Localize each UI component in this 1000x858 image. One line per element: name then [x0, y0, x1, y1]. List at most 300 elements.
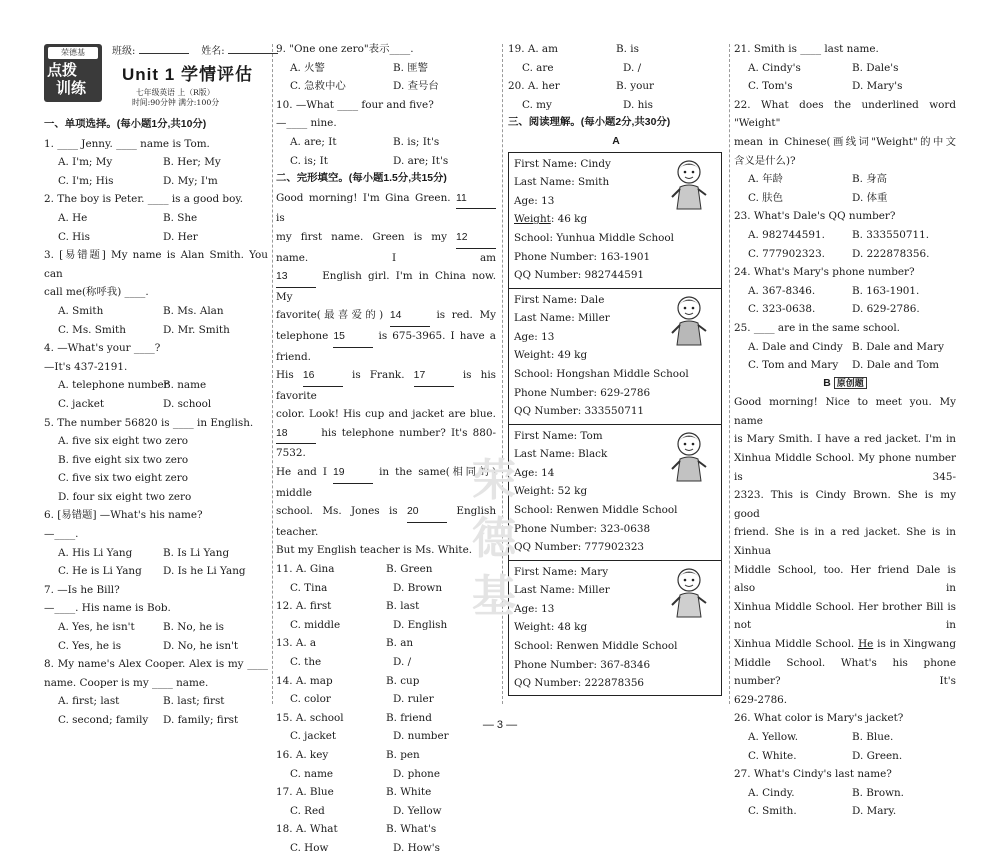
option[interactable]: C. Tom's [748, 80, 793, 93]
student-info-card [509, 153, 721, 289]
original-question-tag: 原创题 [834, 377, 867, 389]
question-text: 27. What's Cindy's last name? [734, 768, 892, 781]
option[interactable]: D. No, he isn't [163, 639, 239, 652]
info-first: First Name: Cindy [514, 157, 611, 170]
option[interactable]: C. name [290, 767, 334, 780]
question-text: name. Cooper is my ____ name. [44, 676, 209, 689]
option[interactable]: B. is [616, 43, 639, 55]
passage-text: English teacher. [276, 505, 497, 538]
column-4 [734, 40, 956, 821]
option[interactable]: C. middle [290, 618, 341, 631]
passage-line: is Mary Smith. I have a red jacket. I'm in [734, 433, 956, 446]
option[interactable]: C. His [58, 230, 90, 243]
cloze-line [276, 424, 496, 463]
option[interactable]: B. What's [386, 823, 437, 836]
option-row [508, 40, 724, 59]
weight-value: : 52 kg [550, 485, 588, 498]
option[interactable]: C. How [290, 841, 329, 854]
cloze-line [276, 502, 496, 541]
option-row [44, 562, 268, 581]
option[interactable]: A. I'm; My [58, 156, 113, 169]
option-row [276, 634, 496, 653]
weight-value: : 46 kg [550, 213, 588, 226]
option[interactable]: D. Is he Li Yang [163, 565, 246, 578]
option[interactable]: B. No, he is [163, 621, 224, 634]
option[interactable]: 20. A. her [508, 80, 560, 93]
option[interactable]: 14. A. map [276, 674, 333, 687]
passage-line: 2323. This is Cindy Brown. She is my good [734, 489, 956, 520]
option[interactable]: D. How's [393, 841, 440, 854]
passage-text: my first name. Green is my [276, 230, 456, 243]
option-row [276, 672, 496, 691]
option[interactable]: 16. A. key [276, 748, 329, 761]
questions-19-20 [508, 40, 724, 133]
question-text: 5. The number 56820 is ____ in English. [44, 416, 254, 429]
question-text: 26. What color is Mary's jacket? [734, 712, 904, 725]
option[interactable]: B. Green [386, 563, 433, 576]
watermark: 荣德基 [472, 455, 516, 622]
option-row [508, 59, 724, 78]
cloze-blank[interactable]: 18 [276, 425, 316, 445]
student-info-table [508, 152, 722, 696]
option[interactable]: C. second; family [58, 714, 149, 726]
reading-b-passage [734, 393, 956, 709]
option-row [276, 653, 496, 672]
option-row [44, 637, 268, 656]
option-row [276, 839, 496, 858]
question-text: 7. —Is he Bill? [44, 583, 120, 596]
option-row [734, 170, 956, 189]
option[interactable]: A. Cindy. [748, 786, 795, 799]
option[interactable]: A. His Li Yang [58, 546, 133, 559]
option-row [44, 172, 268, 191]
option-row [734, 338, 956, 357]
reading-b-title [734, 375, 956, 394]
class-field[interactable] [139, 44, 189, 54]
option[interactable]: C. 肤色 [748, 191, 783, 204]
option[interactable]: C. the [290, 656, 322, 668]
option[interactable]: A. Smith [58, 304, 104, 317]
option[interactable]: B. name [163, 379, 207, 392]
passage-line: 629-2786. [734, 693, 788, 706]
option[interactable]: B. is; It's [393, 135, 440, 148]
option[interactable]: D. Green. [852, 749, 903, 762]
option[interactable]: D. school [163, 397, 212, 410]
section-heading: 一、单项选择。(每小题1分,共10分) [44, 119, 207, 130]
cloze-blank[interactable]: 13 [276, 268, 316, 288]
weight-value: : 49 kg [550, 349, 588, 362]
option-row [276, 579, 496, 598]
passage-text: is Frank. [342, 369, 414, 382]
option-row [734, 226, 956, 245]
option[interactable]: D. Yellow [393, 804, 442, 817]
info-weight [514, 210, 721, 229]
option-row [276, 746, 496, 765]
option-row [276, 709, 496, 728]
option[interactable]: 11. A. Gina [276, 563, 335, 576]
option[interactable]: C. Red [290, 804, 325, 817]
student-info-card [509, 425, 721, 561]
option[interactable]: A. 982744591. [748, 228, 825, 241]
option[interactable]: 17. A. Blue [276, 786, 334, 799]
cloze-blank[interactable]: 12 [456, 229, 496, 249]
brand-name: 荣德基 [48, 47, 98, 59]
option[interactable]: D. Dale and Tom [852, 359, 939, 372]
info-age: Age: 14 [514, 466, 555, 479]
option-row [44, 711, 268, 730]
info-weight [514, 482, 721, 501]
option-row [44, 395, 268, 414]
weight-key: Weight [514, 485, 551, 498]
info-school: School: Renwen Middle School [514, 503, 678, 516]
info-school: School: Yunhua Middle School [514, 231, 674, 244]
option[interactable]: C. 323-0638. [748, 303, 816, 316]
option[interactable]: D. Her [163, 230, 198, 243]
option-row [508, 77, 724, 96]
option-row [44, 544, 268, 563]
passage-line: Middle School, too. Her friend Dale is also in [734, 563, 956, 595]
passage-text: But my English teacher is Ms. White. [276, 544, 473, 557]
info-last: Last Name: Black [514, 448, 608, 461]
info-first: First Name: Dale [514, 293, 605, 306]
option[interactable]: B. five eight six two zero [58, 453, 189, 466]
section-heading: 二、完形填空。(每小题1.5分,共15分) [276, 173, 447, 185]
column-1 [44, 116, 268, 730]
option[interactable]: B. cup [386, 674, 420, 687]
column-2 [276, 40, 496, 858]
option[interactable]: C. jacket [58, 397, 105, 410]
passage-line: Xinhua Middle School. My phone number is 345- [734, 452, 956, 483]
cloze-blank[interactable]: 19 [333, 464, 373, 484]
passage-text: favorite(最喜爱的) [276, 309, 390, 322]
column-3 [508, 40, 724, 696]
reading-b-letter: B [823, 377, 831, 389]
student-illustration [667, 293, 711, 347]
passage-text: name. I am [276, 251, 496, 264]
passage-text: is [276, 212, 285, 225]
info-first: First Name: Mary [514, 565, 609, 578]
option-row [508, 96, 724, 115]
option[interactable]: C. my [522, 98, 552, 111]
option[interactable]: D. his [623, 98, 653, 111]
option[interactable]: D. My; I'm [163, 174, 218, 187]
option[interactable]: C. White. [748, 749, 797, 762]
passage-text: is 675-3965. I have a friend. [276, 329, 496, 363]
option[interactable]: B. Blue. [852, 730, 894, 743]
question-text: 25. ____ are in the same school. [734, 321, 900, 334]
weight-key: Weight [514, 213, 551, 226]
option[interactable]: D. Mr. Smith [163, 323, 230, 336]
question-text: —____. His name is Bob. [44, 602, 171, 615]
student-info-fields [112, 44, 278, 59]
cloze-line [276, 306, 496, 327]
option[interactable]: C. 777902323. [748, 247, 825, 260]
option[interactable]: D. number [393, 730, 449, 743]
info-phone: Phone Number: 323-0638 [514, 522, 651, 535]
passage-line: friend. She is in a red jacket. She is in Xinhua [734, 526, 956, 558]
option[interactable]: C. Yes, he is [58, 639, 122, 652]
option[interactable]: B. 身高 [852, 173, 888, 186]
option[interactable]: 12. A. first [276, 600, 332, 613]
cloze-options [276, 560, 496, 858]
student-illustration [667, 429, 711, 483]
option[interactable]: 15. A. school [276, 711, 344, 724]
option[interactable]: C. are [522, 61, 554, 74]
option[interactable]: B. Brown. [852, 786, 904, 799]
option[interactable]: B. last [386, 600, 420, 613]
option[interactable]: A. are; It [290, 135, 337, 148]
student-info-card [509, 289, 721, 425]
option-row [44, 376, 268, 395]
question-text: 22. What does the underlined word "Weight" [734, 98, 956, 130]
cloze-blank[interactable]: 17 [414, 367, 454, 387]
reading-a-title: A [612, 135, 620, 147]
option[interactable]: D. English [393, 618, 448, 631]
option[interactable]: B. last; first [163, 695, 225, 708]
option[interactable]: D. phone [393, 767, 441, 780]
option-row [276, 783, 496, 802]
info-qq: QQ Number: 982744591 [514, 269, 645, 282]
passage-text: color. Look! His cup and jacket are blue. [276, 408, 496, 421]
option-row [734, 59, 956, 78]
info-weight [514, 618, 721, 637]
option[interactable]: A. Yellow. [748, 730, 799, 743]
option[interactable]: D. 查号台 [393, 80, 439, 93]
info-last: Last Name: Miller [514, 312, 610, 325]
logo-text-1: 点拨 [47, 62, 78, 79]
option[interactable]: A. telephone number [58, 379, 169, 392]
option-row [734, 300, 956, 319]
option-row [734, 747, 956, 766]
info-weight [514, 346, 721, 365]
option[interactable]: 18. A. What [276, 823, 338, 836]
name-field[interactable] [228, 44, 278, 54]
option[interactable]: C. Tom and Mary [748, 359, 839, 372]
cloze-blank[interactable]: 11 [456, 190, 496, 210]
option[interactable]: C. Ms. Smith [58, 323, 126, 336]
info-age: Age: 13 [514, 194, 555, 207]
option[interactable]: B. 333550711. [852, 228, 930, 241]
option[interactable]: D. family; first [163, 714, 239, 726]
option-row [44, 302, 268, 321]
cloze-blank[interactable]: 15 [333, 328, 373, 348]
question-text: 9. "One one zero"表示____. [276, 43, 414, 55]
passage-text: English girl. I'm in China now. My [276, 270, 496, 303]
cloze-line [276, 267, 496, 306]
option[interactable]: B. friend [386, 711, 432, 724]
info-phone: Phone Number: 367-8346 [514, 658, 651, 671]
question-text: 2. The boy is Peter. ____ is a good boy. [44, 193, 244, 206]
question-text: 21. Smith is ____ last name. [734, 43, 879, 55]
info-age: Age: 13 [514, 602, 555, 615]
option-row [734, 784, 956, 803]
option[interactable]: C. Tina [290, 581, 328, 594]
subtitle: 七年级英语 上（R版） [136, 88, 215, 97]
option[interactable]: C. is; It [290, 154, 328, 167]
unit-title: Unit 1 学情评估 [122, 65, 253, 84]
cloze-blank[interactable]: 16 [303, 367, 343, 387]
question-text: 10. —What ____ four and five? [276, 98, 434, 111]
student-illustration [667, 565, 711, 619]
option[interactable]: B. 匪警 [393, 61, 429, 74]
option[interactable]: 13. A. a [276, 637, 317, 650]
question-text: call me(称呼我) ____. [44, 286, 149, 299]
option[interactable]: B. Is Li Yang [163, 546, 230, 559]
info-phone: Phone Number: 163-1901 [514, 250, 651, 263]
student-illustration [667, 157, 711, 211]
option-row [734, 802, 956, 821]
info-age: Age: 13 [514, 330, 555, 343]
passage-text: in the same(相同的) middle [276, 466, 497, 499]
weight-key: Weight [514, 349, 551, 362]
option-row [44, 209, 268, 228]
option[interactable]: D. ruler [393, 693, 434, 706]
class-label: 班级: [112, 46, 136, 57]
option[interactable]: D. Mary's [852, 80, 903, 93]
option-row [276, 77, 496, 96]
option-row [44, 618, 268, 637]
option[interactable]: A. Dale and Cindy [748, 340, 843, 353]
option[interactable]: B. 163-1901. [852, 284, 920, 297]
option[interactable]: B. pen [386, 748, 420, 761]
questions-9-10 [276, 40, 496, 189]
info-school: School: Hongshan Middle School [514, 367, 689, 380]
passage-line: Xinhua Middle School. Her brother Bill is not in [734, 600, 956, 632]
cloze-line [276, 366, 496, 405]
passage-text: is red. My [429, 309, 496, 322]
option[interactable]: B. Ms. Alan [163, 304, 224, 317]
option[interactable]: D. / [623, 61, 642, 74]
question-text: 6. [易错题] —What's his name? [44, 509, 203, 522]
option[interactable]: B. Dale and Mary [852, 340, 945, 353]
option-row [734, 245, 956, 264]
option[interactable]: B. Her; My [163, 156, 221, 169]
time-score: 时间:90分钟 满分:100分 [132, 98, 220, 107]
student-info-card [509, 561, 721, 695]
option-row [276, 133, 496, 152]
option-row [44, 321, 268, 340]
passage-text: is his favorite [276, 369, 496, 402]
cloze-blank[interactable]: 14 [390, 307, 430, 327]
column-divider [272, 44, 273, 704]
option[interactable]: A. first; last [58, 695, 120, 708]
option[interactable]: D. Mary. [852, 805, 897, 818]
cloze-line [276, 405, 496, 424]
option[interactable]: A. He [58, 211, 88, 224]
option-row [276, 727, 496, 746]
cloze-line [276, 228, 496, 267]
cloze-line [276, 327, 496, 366]
option-row [734, 728, 956, 747]
option[interactable]: A. 火警 [290, 61, 325, 74]
question-text: —It's 437-2191. [44, 360, 128, 373]
cloze-line [276, 463, 496, 502]
info-qq: QQ Number: 777902323 [514, 541, 645, 554]
info-last: Last Name: Miller [514, 584, 610, 597]
option[interactable]: D. four six eight two zero [58, 490, 192, 503]
option-row [276, 597, 496, 616]
option[interactable]: D. are; It's [393, 154, 449, 167]
info-phone: Phone Number: 629-2786 [514, 386, 651, 399]
option[interactable]: A. 367-8346. [748, 284, 816, 297]
question-text: 8. My name's Alex Cooper. Alex is my ____ [44, 658, 268, 671]
option[interactable]: A. Cindy's [748, 61, 801, 74]
option[interactable]: B. White [386, 786, 432, 799]
option-row [734, 356, 956, 375]
option-row [276, 616, 496, 635]
option[interactable]: C. Smith. [748, 805, 797, 818]
option[interactable]: B. your [616, 80, 655, 93]
weight-key: Weight [514, 621, 551, 634]
passage-line: Middle School. What's his phone number? It's [734, 656, 956, 688]
cloze-line [276, 541, 496, 560]
logo-text-2: 训练 [56, 80, 87, 97]
option-row [276, 152, 496, 171]
option[interactable]: A. 年龄 [748, 173, 783, 186]
option[interactable]: C. five six two eight zero [58, 472, 189, 485]
option[interactable]: D. 222878356. [852, 247, 930, 260]
question-text: 3. [易错题] My name is Alan Smith. You can [44, 249, 268, 280]
question-text: mean in Chinese(画线词"Weight"的中文 [734, 135, 956, 148]
option[interactable]: B. Dale's [852, 61, 899, 74]
option[interactable]: D. / [393, 656, 412, 668]
cloze-passage [276, 189, 496, 560]
option[interactable]: C. He is Li Yang [58, 565, 142, 578]
option-row [734, 282, 956, 301]
questions-21-25 [734, 40, 956, 375]
cloze-blank[interactable]: 20 [407, 503, 447, 523]
option-row [44, 228, 268, 247]
option-row [276, 690, 496, 709]
passage-text: telephone [276, 329, 334, 342]
passage-text: His [276, 369, 303, 382]
option[interactable]: A. Yes, he isn't [58, 621, 135, 634]
section-heading: 三、阅读理解。(每小题2分,共30分) [508, 117, 671, 129]
underlined-word: He [858, 638, 874, 650]
option-row [44, 692, 268, 711]
passage-text: school. Ms. Jones is [276, 505, 408, 518]
passage-text: He and I [276, 466, 334, 479]
info-qq: QQ Number: 333550711 [514, 405, 645, 418]
option[interactable]: D. 629-2786. [852, 303, 920, 316]
option[interactable]: A. five six eight two zero [58, 435, 188, 448]
option[interactable]: 19. A. am [508, 43, 558, 55]
option[interactable]: D. Brown [393, 581, 443, 594]
column-divider [729, 44, 730, 704]
info-qq: QQ Number: 222878356 [514, 677, 645, 690]
option[interactable]: B. She [163, 211, 198, 224]
option-row [276, 765, 496, 784]
option-row [276, 820, 496, 839]
option[interactable]: C. jacket [290, 730, 337, 743]
cloze-line [276, 189, 496, 228]
question-text: 4. —What's your ____? [44, 342, 161, 355]
option-row [734, 77, 956, 96]
info-first: First Name: Tom [514, 429, 603, 442]
option[interactable]: C. color [290, 693, 331, 706]
option[interactable]: C. I'm; His [58, 174, 114, 187]
option[interactable]: B. an [386, 637, 414, 650]
question-text: —____. [44, 528, 79, 541]
brand-logo [44, 44, 102, 102]
passage-text: his telephone number? It's 880-7532. [276, 426, 496, 460]
question-text: 23. What's Dale's QQ number? [734, 210, 896, 223]
option[interactable]: C. 急救中心 [290, 80, 346, 93]
option[interactable]: D. 体重 [852, 191, 888, 204]
name-label: 姓名: [201, 46, 225, 57]
info-school: School: Renwen Middle School [514, 639, 678, 652]
option-row [44, 153, 268, 172]
